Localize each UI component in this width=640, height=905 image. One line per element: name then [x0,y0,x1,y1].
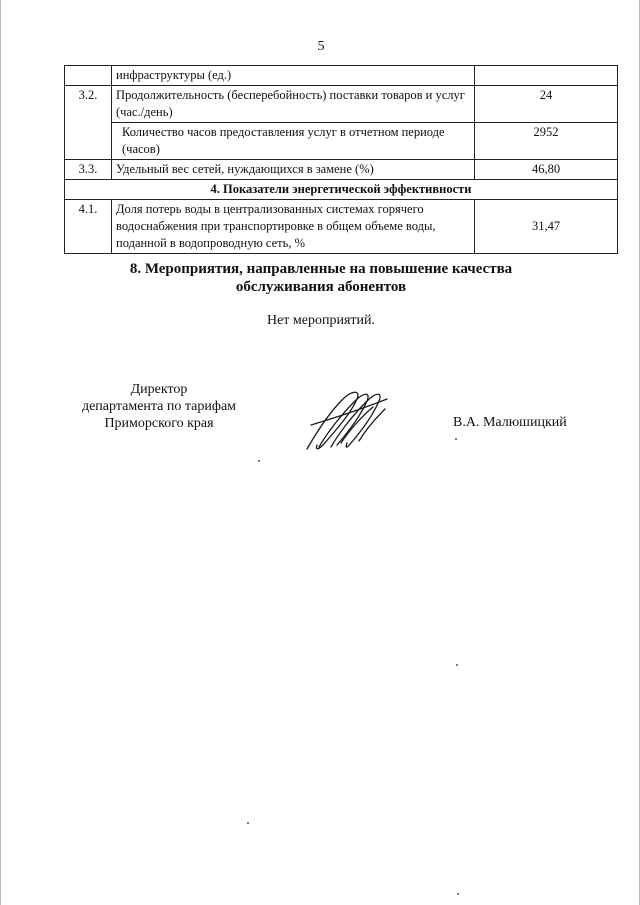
row-description: Удельный вес сетей, нуждающихся в замене (%) [112,160,475,180]
row-description: инфраструктуры (ед.) [112,66,475,86]
signer-title-line: департамента по тарифам [81,399,237,414]
scan-speck [258,460,260,462]
section-8-heading [1,260,640,296]
section-8-heading-line: 8. Мероприятия, направленные на повышение качества [129,261,513,277]
scan-speck [456,664,458,666]
page-number: 5 [317,39,325,54]
scan-speck [457,893,459,895]
row-number: 3.3. [65,160,112,180]
row-value: 46,80 [475,160,618,180]
table-row [65,160,618,180]
table-row [65,200,618,254]
row-description: Продолжительность (бесперебойность) поставки товаров и услуг (час./день) [112,86,475,123]
handwritten-signature [301,385,391,453]
row-value: 24 [475,86,618,123]
row-value: 2952 [475,123,618,160]
indicators-table [64,65,618,254]
row-number: 3.2. [65,86,112,160]
table-section-row [65,180,618,200]
row-number [65,66,112,86]
signer-title-line: Приморского края [104,416,214,431]
signer-name: В.А. Малюшицкий [453,415,567,430]
section-8-heading-line: обслуживания абонентов [235,279,407,295]
scan-speck [455,438,457,440]
row-number: 4.1. [65,200,112,254]
section-title: 4. Показатели энергетической эффективности [65,180,618,200]
scan-speck [247,822,249,824]
table-row [65,86,618,123]
row-description: Доля потерь воды в централизованных системах горячего водоснабжения при транспортировке в общем объеме воды, поданной в водопроводную сеть, % [112,200,475,254]
table-row [65,66,618,86]
signer-title-line: Директор [130,382,188,397]
row-value [475,66,618,86]
row-description: Количество часов предоставления услуг в отчетном периоде (часов) [112,123,475,160]
row-value: 31,47 [475,200,618,254]
table-row [65,123,618,160]
signer-position [49,381,269,432]
no-measures-note: Нет мероприятий. [266,313,376,328]
